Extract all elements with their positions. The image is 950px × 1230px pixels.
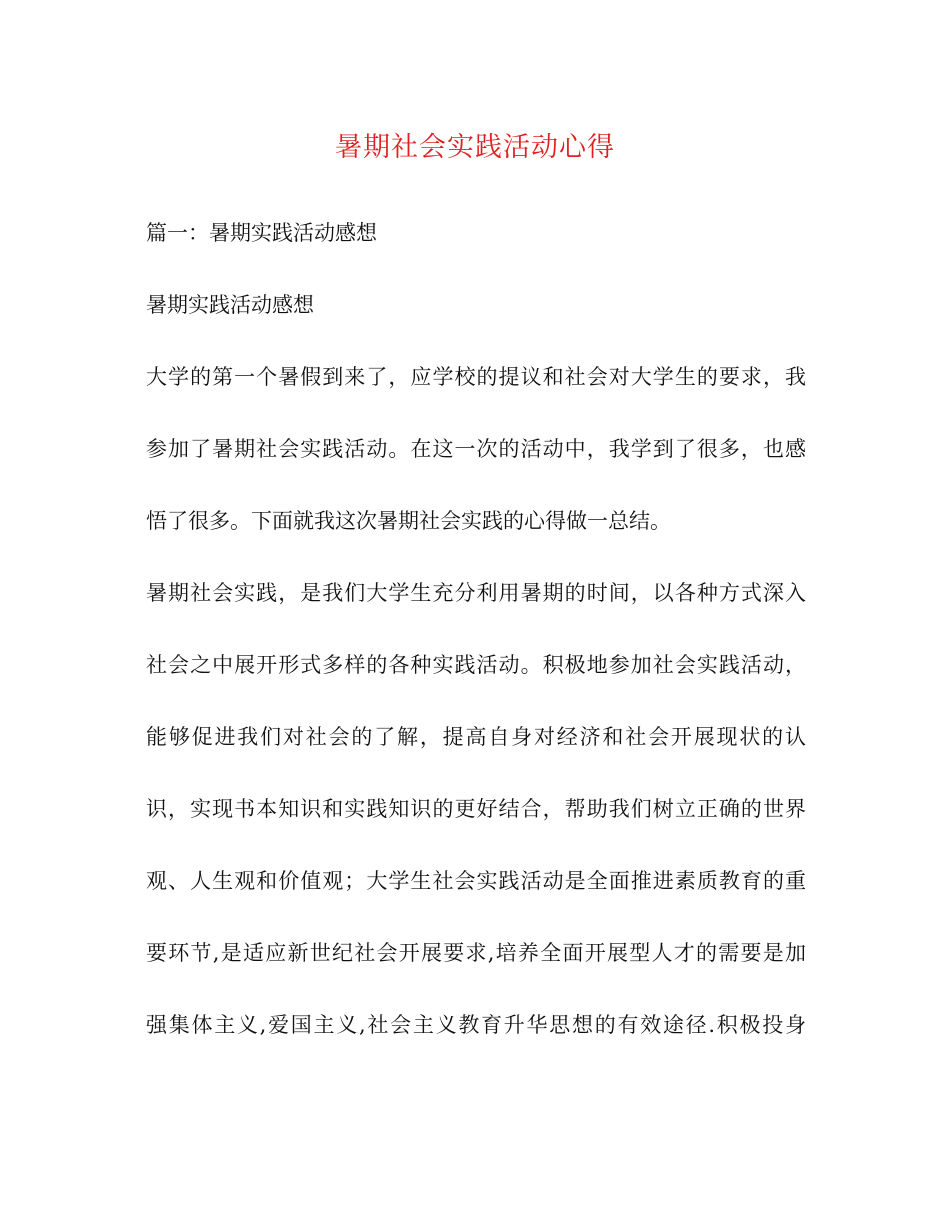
paragraph-line: 能够促进我们对社会的了解，提高自身对经济和社会开展现状的认 xyxy=(146,725,806,749)
paragraph-line: 识，实现书本知识和实践知识的更好结合，帮助我们树立正确的世界 xyxy=(146,797,806,821)
paragraph-line: 暑期社会实践，是我们大学生充分利用暑期的时间，以各种方式深入 xyxy=(146,581,806,605)
paragraph-line: 社会之中展开形式多样的各种实践活动。积极地参加社会实践活动， xyxy=(146,653,806,677)
section-heading: 篇一：暑期实践活动感想 xyxy=(146,221,377,245)
paragraph-line: 参加了暑期社会实践活动。在这一次的活动中，我学到了很多，也感 xyxy=(146,437,806,461)
document-title: 暑期社会实践活动心得 xyxy=(335,132,615,163)
subheading: 暑期实践活动感想 xyxy=(146,293,314,317)
paragraph-line: 大学的第一个暑假到来了，应学校的提议和社会对大学生的要求，我 xyxy=(146,365,806,389)
document-body xyxy=(146,213,806,1077)
paragraph-1 xyxy=(146,357,806,541)
paragraph-line: 悟了很多。下面就我这次暑期社会实践的心得做一总结。 xyxy=(146,509,671,533)
paragraph-line: 要环节,是适应新世纪社会开展要求,培养全面开展型人才的需要是加 xyxy=(146,941,806,965)
paragraph-line: 强集体主义,爱国主义,社会主义教育升华思想的有效途径.积极投身 xyxy=(146,1013,806,1037)
paragraph-2 xyxy=(146,573,806,1045)
paragraph-line: 观、人生观和价值观；大学生社会实践活动是全面推进素质教育的重 xyxy=(146,869,806,893)
